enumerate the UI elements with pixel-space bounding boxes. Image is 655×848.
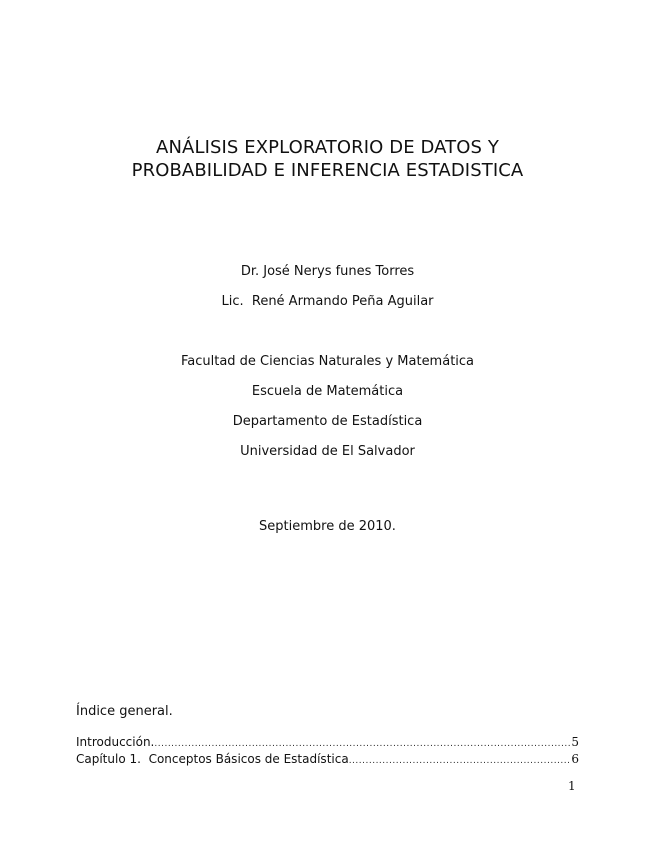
author-1: Dr. José Nerys funes Torres [240, 264, 415, 279]
publication-date: Septiembre de 2010. [259, 519, 396, 534]
toc-entry-label: Introducción. [76, 735, 155, 749]
author-2: Lic. René Armando Peña Aguilar [221, 294, 434, 309]
title-line-1: ANÁLISIS EXPLORATORIO DE DATOS Y [156, 137, 499, 158]
university-line: Universidad de El Salvador [240, 444, 415, 459]
department-line: Departamento de Estadística [232, 414, 423, 429]
toc-entry-page: 5 [571, 735, 579, 749]
toc-heading: Índice general. [76, 704, 173, 719]
school-line: Escuela de Matemática [251, 384, 404, 399]
toc-entry[interactable] [76, 751, 579, 767]
toc-entry-label: Capítulo 1. Conceptos Básicos de Estadística [76, 752, 349, 766]
page-number: 1 [568, 779, 576, 793]
toc-dot-leader [154, 736, 571, 752]
toc-entry-page: 6 [571, 752, 579, 766]
title-line-2: PROBABILIDAD E INFERENCIA ESTADISTICA [131, 160, 524, 181]
faculty-line: Facultad de Ciencias Naturales y Matemática [180, 354, 475, 369]
toc-dot-leader [349, 753, 572, 769]
toc-entry[interactable] [76, 734, 579, 750]
